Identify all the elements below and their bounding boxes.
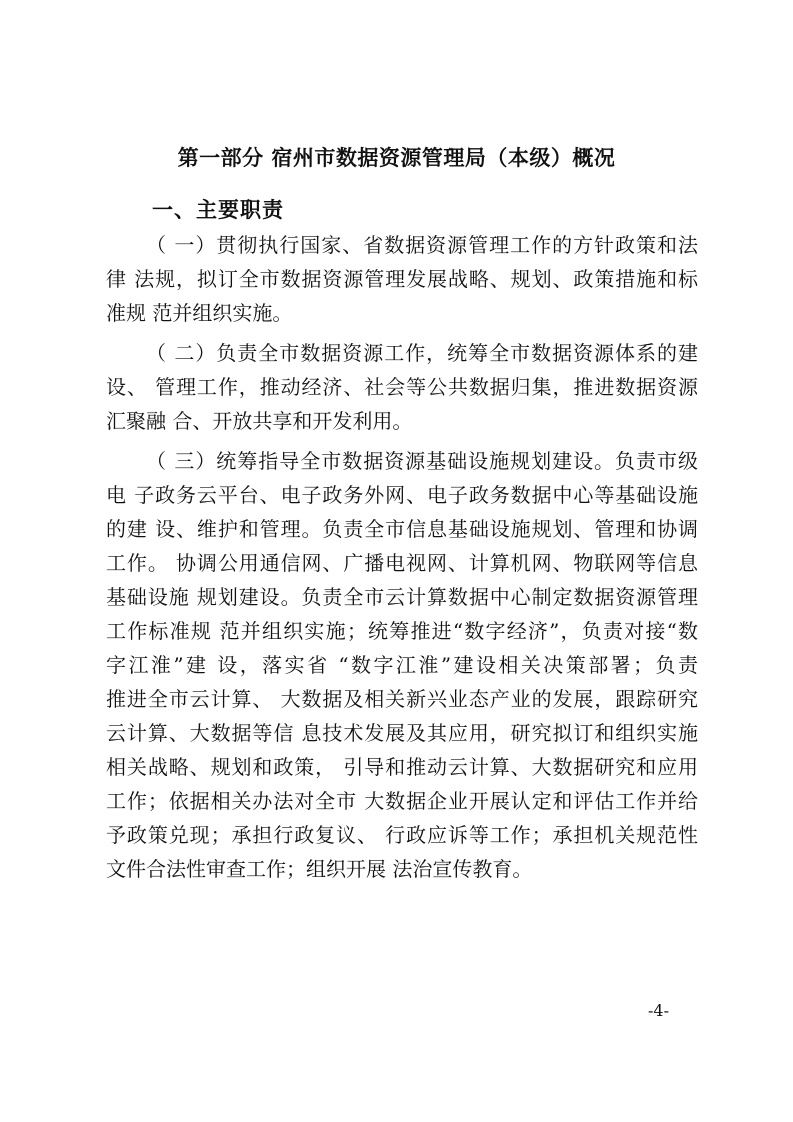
section-heading: 一、主要职责 [152, 198, 284, 222]
text-line: 工作。 协调公用通信网、广播电视网、计算机网、物联网等信息 [106, 551, 698, 575]
text-line: 云计算、大数据等信 息技术发展及其应用，研究拟订和组织实施 [106, 721, 698, 745]
text-line: （ 三）统筹指导全市数据资源基础设施规划建设。负责市级 [146, 449, 698, 473]
text-line: 推进全市云计算、 大数据及相关新兴业态产业的发展，跟踪研究 [106, 687, 698, 711]
text-line: （ 一）贯彻执行国家、省数据资源管理工作的方针政策和法 [146, 233, 698, 257]
text-line: 字江淮”建 设，落实省 “数字江淮”建设相关决策部署；负责 [106, 653, 698, 677]
text-line: 文件合法性审查工作；组织开展 法治宣传教育。 [106, 857, 533, 881]
paragraph [106, 228, 698, 330]
text-line: 汇聚融 合、开放共享和开发利用。 [106, 409, 413, 433]
text-line: 工作；依据相关办法对全市 大数据企业开展认定和评估工作并给 [106, 789, 698, 813]
text-line: 工作标准规 范并组织实施；统筹推进“数字经济”，负责对接“数 [106, 619, 698, 643]
page-title: 第一部分 宿州市数据资源管理局（本级）概况 [177, 146, 616, 170]
text-line: 的建 设、维护和管理。负责全市信息基础设施规划、管理和协调 [106, 517, 698, 541]
text-line: 准规 范并组织实施。 [106, 301, 293, 325]
text-line: 相关战略、规划和政策， 引导和推动云计算、大数据研究和应用 [106, 755, 698, 779]
body-text [106, 228, 698, 892]
paragraph [106, 336, 698, 438]
text-line: （ 二）负责全市数据资源工作，统筹全市数据资源体系的建 [146, 341, 698, 365]
text-line: 设、 管理工作，推动经济、社会等公共数据归集，推进数据资源 [106, 375, 698, 399]
paragraph [106, 444, 698, 886]
text-line: 基础设施 规划建设。负责全市云计算数据中心制定数据资源管理 [106, 585, 698, 609]
text-line: 予政策兑现；承担行政复议、 行政应诉等工作；承担机关规范性 [106, 823, 698, 847]
text-line: 律 法规，拟订全市数据资源管理发展战略、规划、政策措施和标 [106, 267, 698, 291]
page-number: -4- [648, 1001, 669, 1020]
text-line: 电 子政务云平台、电子政务外网、电子政务数据中心等基础设施 [106, 483, 698, 507]
